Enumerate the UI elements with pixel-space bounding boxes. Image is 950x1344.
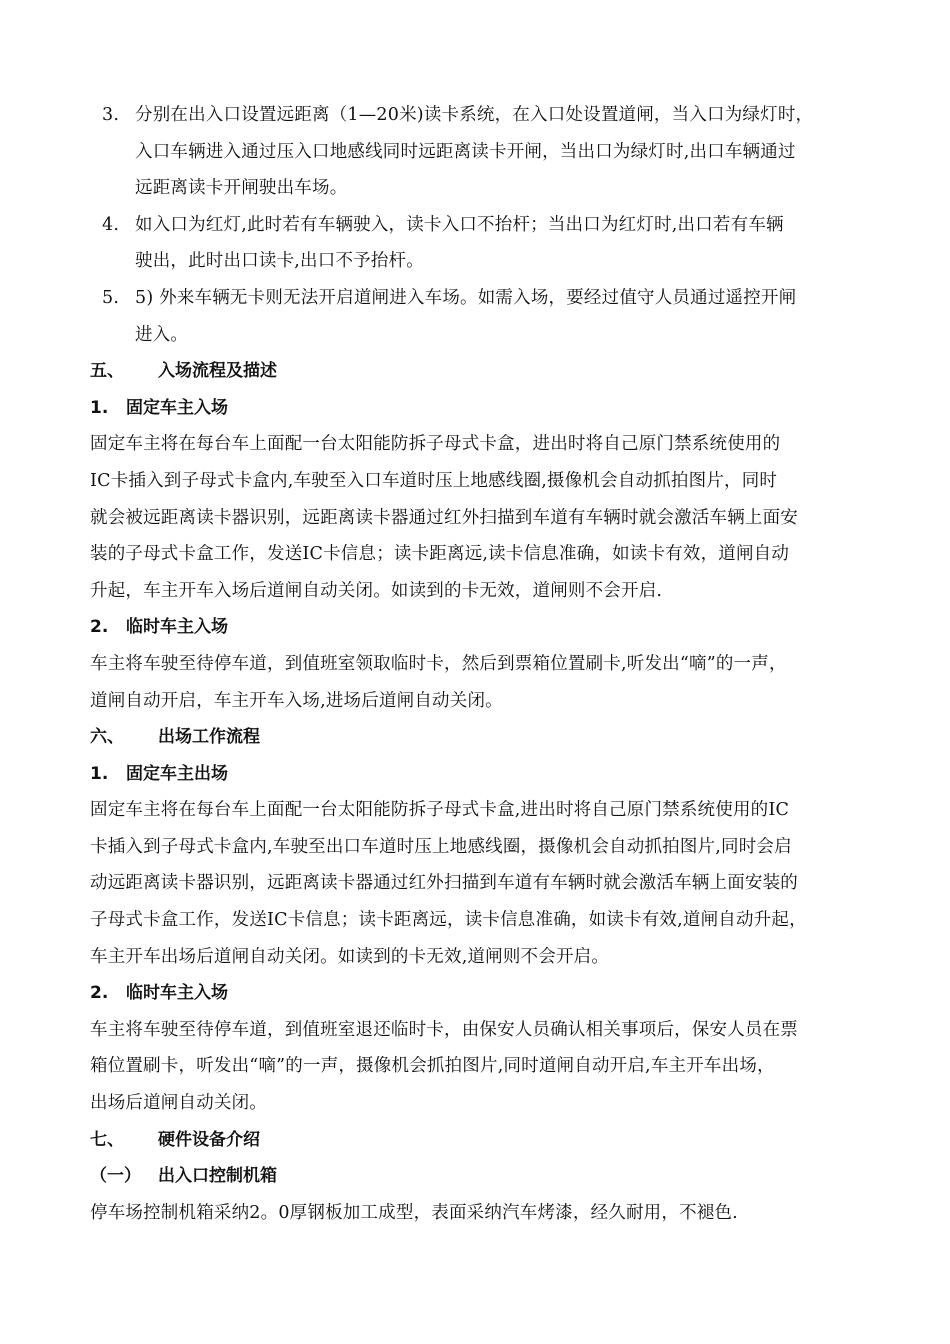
paragraph-line: 车主开车出场后道闸自动关闭。如读到的卡无效,道闸则不会开启。 — [90, 946, 610, 967]
paragraph-line: 固定车主将在每台车上面配一台太阳能防拆子母式卡盒,进出时将自己原门禁系统使用的IC — [90, 800, 790, 821]
list-text-line: 驶出，此时出口读卡,出口不予抬杆。 — [135, 251, 424, 272]
subsection-number: 2. — [90, 617, 109, 638]
section-heading-7 — [90, 1122, 880, 1159]
list-number: 3. — [102, 105, 120, 125]
section-title: 出场工作流程 — [158, 727, 260, 748]
paragraph-line: 车主将车驶至待停车道，到值班室退还临时卡，由保安人员确认相关事项后，保安人员在票 — [90, 1019, 798, 1040]
subsection-title: 出入口控制机箱 — [158, 1166, 277, 1187]
list-text-line: 如入口为红灯,此时若有车辆驶入，读卡入口不抬杆；当出口为红灯时,出口若有车辆 — [135, 214, 784, 235]
subsection-heading — [90, 609, 880, 646]
section-number: 七、 — [90, 1129, 124, 1150]
document-page — [90, 97, 880, 1231]
list-text-line: 入口车辆进入通过压入口地感线同时远距离读卡开闸，当出口为绿灯时,出口车辆通过 — [135, 141, 796, 162]
paragraph-line: 升起，车主开车入场后道闸自动关闭。如读到的卡无效，道闸则不会开启. — [90, 580, 663, 601]
paragraph-line: 装的子母式卡盒工作，发送IC卡信息；读卡距离远,读卡信息准确，如读卡有效，道闸自动 — [90, 544, 790, 565]
paragraph-line: 道闸自动开启，车主开车入场,进场后道闸自动关闭。 — [90, 690, 503, 711]
paragraph-line: IC卡插入到子母式卡盒内,车驶至入口车道时压上地感线圈,摄像机会自动抓拍图片，同时 — [90, 470, 778, 491]
subsection-number: 2. — [90, 983, 109, 1004]
paragraph-line: 动远距离读卡器识别，远距离读卡器通过红外扫描到车道有车辆时就会激活车辆上面安装的 — [90, 873, 798, 894]
subsection-heading — [90, 1158, 880, 1195]
subsection-title: 临时车主入场 — [126, 617, 228, 638]
list-text-line: 5) 外来车辆无卡则无法开启道闸进入车场。如需入场，要经过值守人员通过遥控开闸 — [135, 287, 797, 308]
list-text-line: 远距离读卡开闸驶出车场。 — [135, 178, 348, 199]
section-title: 硬件设备介绍 — [158, 1129, 260, 1150]
list-item-3 — [90, 97, 880, 207]
paragraph — [90, 1012, 880, 1122]
list-text-line: 进入。 — [135, 324, 189, 345]
list-item-5 — [90, 280, 880, 353]
paragraph — [90, 426, 880, 609]
subsection-title: 临时车主入场 — [126, 983, 228, 1004]
paragraph-line: 就会被远距离读卡器识别，远距离读卡器通过红外扫描到车道有车辆时就会激活车辆上面安 — [90, 507, 798, 528]
paragraph-line: 出场后道闸自动关闭。 — [90, 1093, 267, 1114]
subsection-heading — [90, 390, 880, 427]
section-heading-5 — [90, 353, 880, 390]
list-text-line: 分别在出入口设置远距离（1—20米)读卡系统，在入口处设置道闸，当入口为绿灯时， — [135, 105, 814, 125]
paragraph-line: 子母式卡盒工作，发送IC卡信息；读卡距离远，读卡信息准确，如读卡有效,道闸自动升起， — [90, 910, 807, 931]
paragraph — [90, 1195, 880, 1232]
subsection-heading — [90, 975, 880, 1012]
paragraph-line: 卡插入到子母式卡盒内,车驶至出口车道时压上地感线圈，摄像机会自动抓拍图片,同时会启 — [90, 836, 792, 857]
section-heading-6 — [90, 719, 880, 756]
paragraph — [90, 646, 880, 719]
subsection-number: （一） — [90, 1166, 141, 1187]
list-number: 5. — [102, 287, 120, 308]
subsection-number: 1. — [90, 397, 109, 418]
section-number: 五、 — [90, 361, 124, 382]
paragraph-line: 固定车主将在每台车上面配一台太阳能防拆子母式卡盒，进出时将自己原门禁系统使用的 — [90, 434, 781, 455]
subsection-number: 1. — [90, 763, 109, 784]
list-item-4 — [90, 207, 880, 280]
paragraph-line: 车主将车驶至待停车道，到值班室领取临时卡，然后到票箱位置刷卡,听发出“嘀”的一声， — [90, 653, 787, 674]
paragraph-line: 箱位置刷卡，听发出“嘀”的一声，摄像机会抓拍图片,同时道闸自动开启,车主开车出场， — [90, 1056, 775, 1077]
section-number: 六、 — [90, 727, 124, 748]
paragraph — [90, 792, 880, 975]
subsection-title: 固定车主入场 — [126, 397, 228, 418]
subsection-title: 固定车主出场 — [126, 763, 228, 784]
list-number: 4. — [102, 214, 120, 235]
section-title: 入场流程及描述 — [158, 361, 277, 382]
subsection-heading — [90, 756, 880, 793]
paragraph-line: 停车场控制机箱采纳2。0厚钢板加工成型，表面采纳汽车烤漆，经久耐用，不褪色. — [90, 1202, 738, 1223]
